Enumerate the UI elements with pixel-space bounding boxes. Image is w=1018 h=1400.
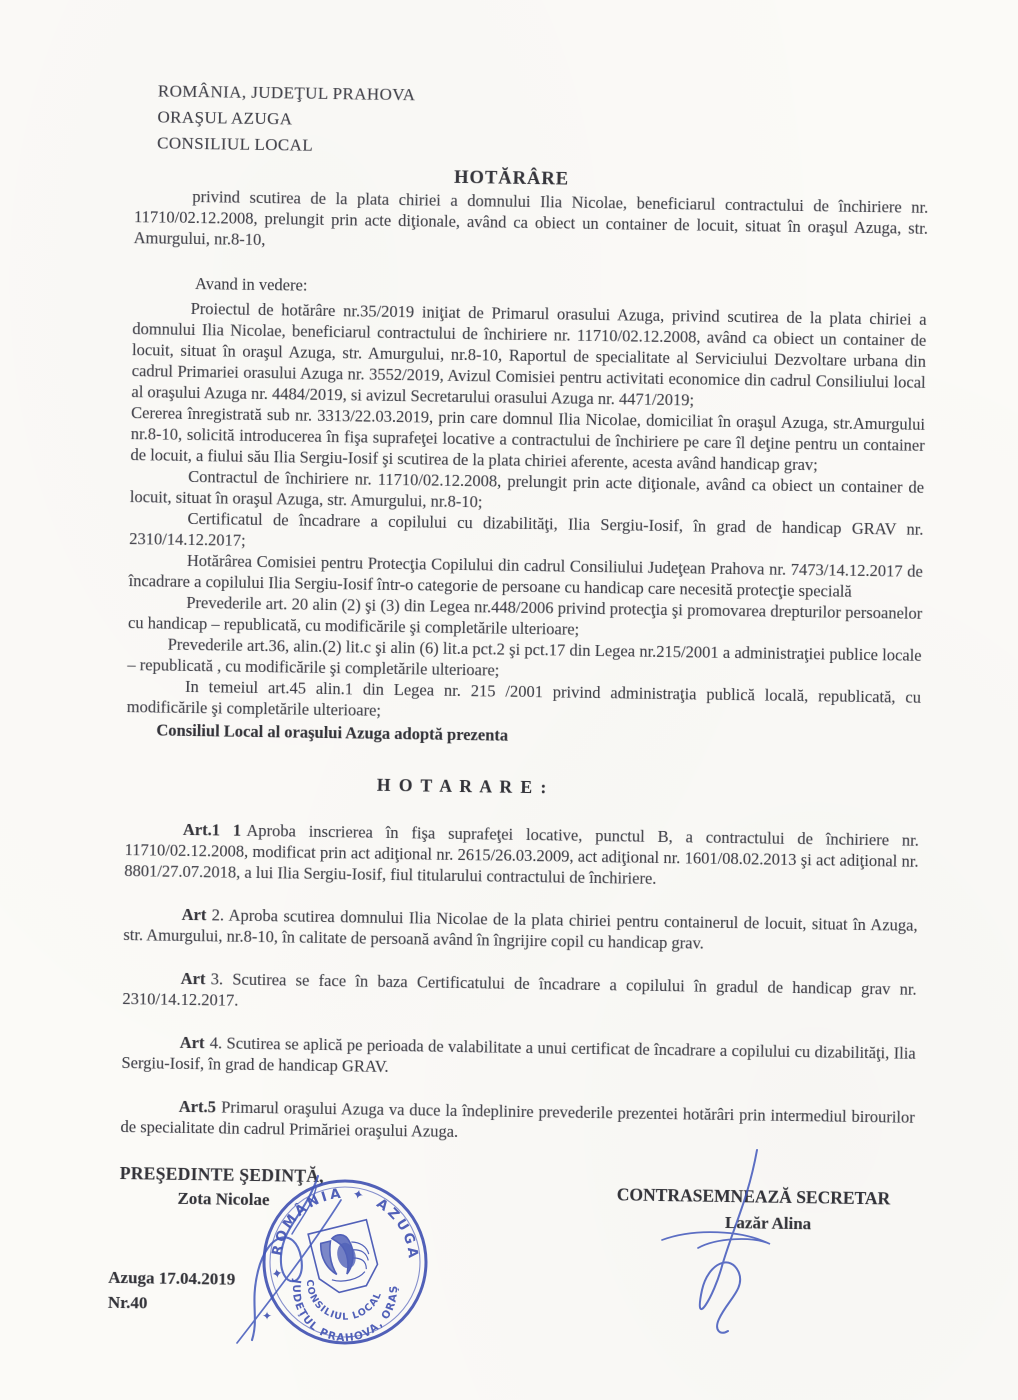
stamp-star-icon: ✦ — [262, 1309, 273, 1323]
document-subtitle: privind scutirea de la plata chiriei a domnului Ilia Nicolae, beneficiarul contractului de închiriere nr. 11710/02.12.2008, prelungit prin acte diţionale, având ca obiect un container de locuit, situat în oraşul Azuga, str. Amurgului, nr.8-10, — [133, 186, 929, 250]
stamp-arc-judet: JUDEŢUL PRAHOVA, ORAŞ — [289, 1278, 401, 1345]
letterhead-line-council: CONSILIUL LOCAL — [156, 133, 314, 155]
secretary-title: CONTRASEMNEAZĂ SECRETAR — [616, 1184, 891, 1209]
coat-of-arms-icon — [308, 1220, 382, 1297]
secretary-name: Lazăr Alina — [724, 1212, 812, 1234]
article-4-label: Art — [179, 1032, 205, 1053]
article-2-text: 2. Aproba scutirea domnului Ilia Nicolae de la plata chiriei pentru containerul de locuit, situat în Azuga, str. Amurgului, nr.8-10, în calitate de persoană având în îngrijire copil cu handicap grav. — [123, 905, 918, 953]
article-3-text: 3. Scutirea se face în baza Certificatului de încadrare a copilului în gradul de handicap grav nr. 2310/14.12.2017. — [122, 969, 917, 1010]
recital-3: Contractul de închiriere nr. 11710/02.12.2008, prelungit prin acte diţionale, având ca obiect un container de locuit, situat în oraşul Azuga, str. Amurgului, nr.8-10; — [129, 466, 925, 512]
article-1-label: Art.1 1 — [182, 819, 242, 840]
svg-text:CONSILIUL LOCAL — [304, 1279, 384, 1323]
decision-heading: H O T A R A R E : — [376, 774, 549, 798]
article-5-label: Art.5 — [178, 1096, 217, 1117]
letterhead-line-country: ROMÂNIA, JUDEŢUL PRAHOVA — [157, 81, 416, 105]
letterhead-line-city: ORAŞUL AZUGA — [157, 107, 293, 129]
having-regard-line: Avand in vedere: — [194, 274, 308, 295]
article-3-label: Art — [180, 968, 206, 989]
recital-1: Proiectul de hotărâre nr.35/2019 iniţiat de Primarul orasului Azuga, privind scutirea de la plata chiriei a domnului Ilia Nicolae, beneficiarul contractului de închiriere nr. 11710/02.12.2008, având ca obiect un container de locuit, situat în oraşul Azuga, str. Amurgului, nr.8-10, Raportul de specialitate al Serviciului Dezvoltare urbana din cadrul Primariei orasului Azuga nr. 3552/2019, Avizul Comisiei pentru activitati economice din cadrul Consiliului local al oraşului Azuga nr. 4484/2019, si avizul Secretarului orasului Azuga nr. 4471/2019; — [131, 298, 927, 410]
article-5-text: Primarul oraşului Azuga va duce la îndeplinire prevederile prezentei hotărâri prin intermediul birourilor de specialitate din cadrul Primăriei oraşului Azuga. — [120, 1097, 915, 1142]
article-2-label: Art — [181, 904, 207, 925]
document-number: Nr.40 — [107, 1292, 148, 1313]
stamp-arc-consiliul: CONSILIUL LOCAL — [303, 1279, 385, 1323]
svg-text:AZUGA — [374, 1196, 422, 1262]
recital-4: Certificatul de încadrare a copilului cu dizabilităţi, Ilia Sergiu-Iosif, în grad de handicap GRAV nr. 2310/14.12.2017; — [129, 508, 924, 550]
recital-6: Prevederile art. 20 alin (2) şi (3) din Legea nr.448/2006 privind protecţia şi promovarea drepturilor persoanelor cu handicap – republicată, cu modificările şi completările ulterioare; — [127, 592, 923, 639]
issue-place-date: Azuga 17.04.2019 — [108, 1267, 236, 1289]
secretary-signature — [662, 1150, 770, 1333]
adoption-clause: Consiliul Local al oraşului Azuga adoptă prezenta — [156, 720, 509, 745]
document-title: HOTĂRÂRE — [453, 167, 570, 190]
recital-5: Hotărârea Comisiei pentru Protecţia Copilului din cadrul Consiliului Judeţean Prahova nr. 7473/14.12.2017 de încadrare a copilului Ilia Sergiu-Iosif într-o categorie de persoane cu handicap care necesită protecţie specială — [128, 550, 923, 601]
recital-8: In temeiul art.45 alin.1 din Legea nr. 215 /2001 privind administraţia publică locală, republicată, cu modificările şi completările ulterioare; — [126, 676, 922, 720]
president-name: Zota Nicolae — [177, 1188, 270, 1210]
recital-7: Prevederile art.36, alin.(2) lit.c şi alin (6) lit.a pct.2 şi pct.17 din Legea nr.215/2001 a administraţiei publice locale – republicată , cu modificările şi completările ulterioare; — [127, 634, 922, 680]
official-stamp — [262, 1181, 426, 1344]
article-1-text: Aproba inscrierea în fişa suprafeţei locative, punctul B, a contractului de închiriere nr. 11710/02.12.2008, modificat prin act adiţional nr. 2615/26.03.2009, act adiţional nr. 1601/08.02.2013 şi act adiţional nr. 8801/27.07.2018, a lui Ilia Sergiu-Iosif, fiul titularului contractului de închiriere. — [124, 820, 919, 888]
article-4-text: 4. Scutirea se aplică pe perioada de valabilitate a unui certificat de încadrare a copilului cu dizabilităţi, Ilia Sergiu-Iosif, în grad de handicap GRAV. — [121, 1033, 916, 1076]
recital-2: Cererea înregistrată sub nr. 3313/22.03.2019, prin care domnul Ilia Nicolae, domiciliat în oraşul Azuga, str.Amurgului nr.8-10, solicită introducerea în fişa suprafeţei locative a contractului de închiriere pe care îl deţine pentru un container de locuit, a fiului său Ilia Sergiu-Iosif şi scutirea de la plata chiriei aferente, acesta având handicap grav; — [130, 403, 926, 475]
stamp-arc-romania: ✦ ROMÂNIA ✦ — [268, 1185, 369, 1280]
president-title: PREŞEDINTE ŞEDINŢĂ, — [119, 1162, 325, 1187]
stamp-arc-azuga: AZUGA — [373, 1195, 422, 1262]
